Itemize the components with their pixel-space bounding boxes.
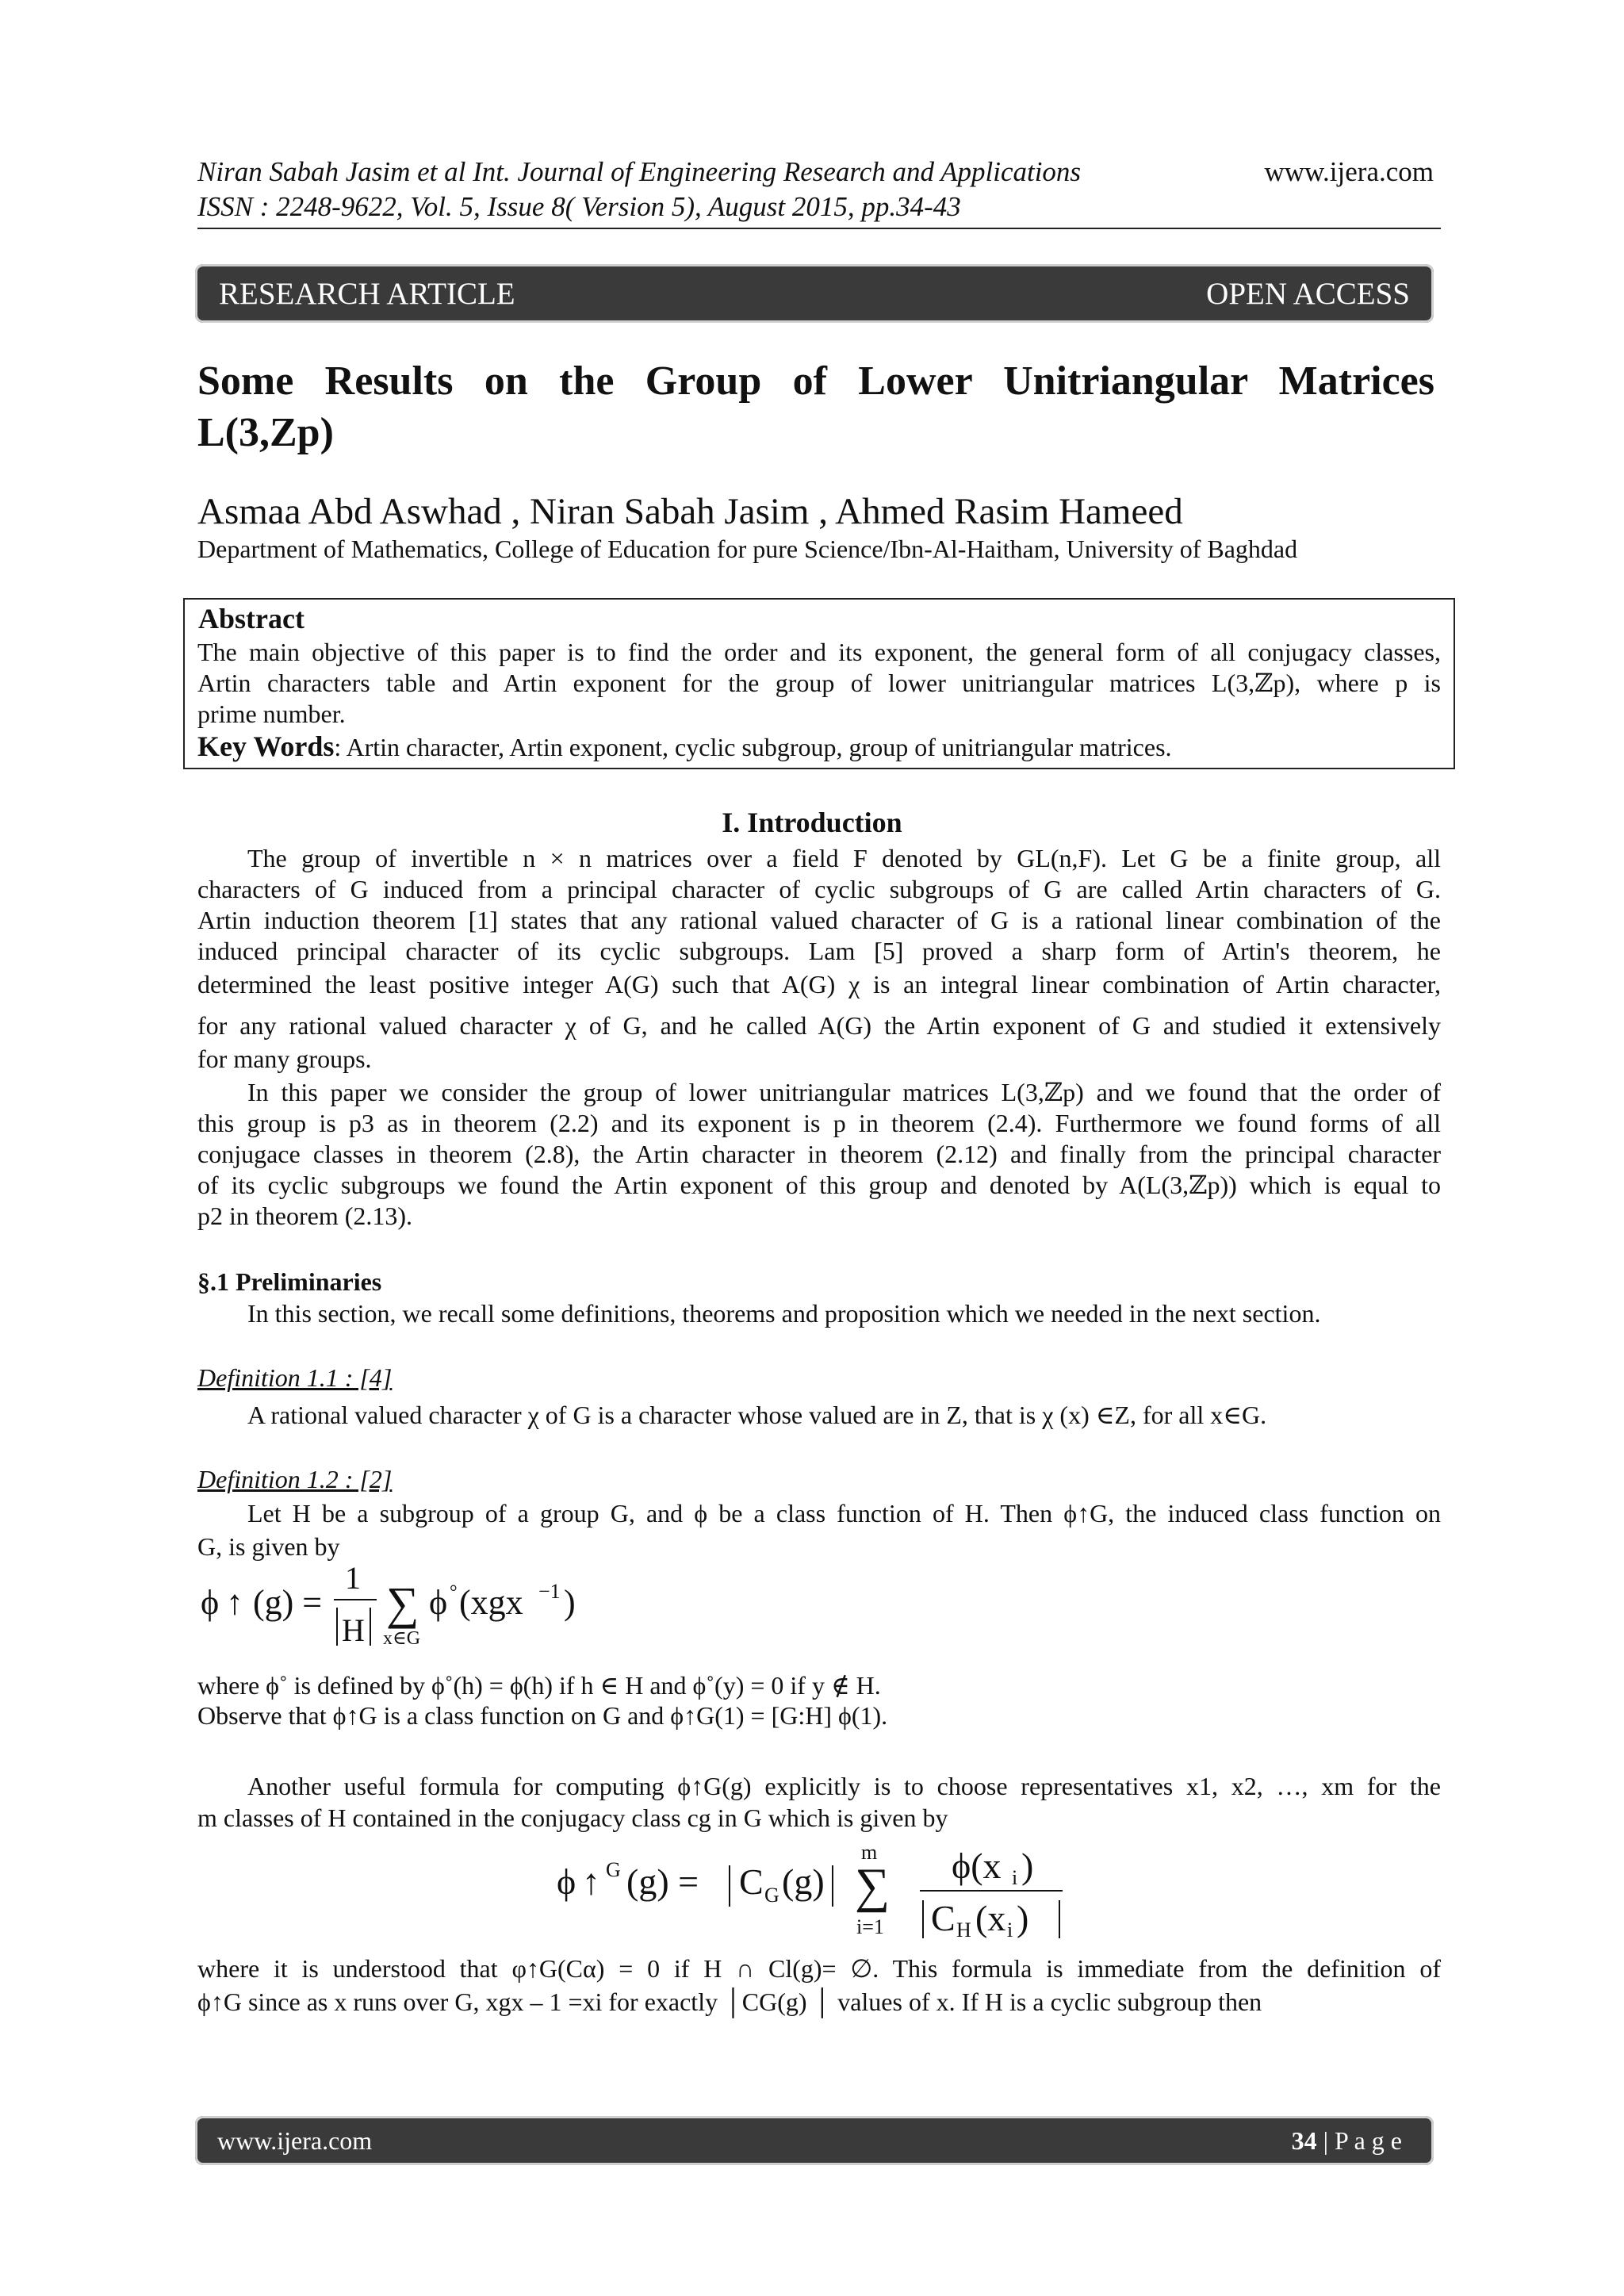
svg-text:↑: ↑ [226,1583,243,1622]
keywords-label: Key Words [197,730,335,762]
page-label: | P a g e [1316,2125,1402,2155]
svg-text:°: ° [450,1582,458,1603]
induced-character-formula [555,1837,1110,1944]
abstract-heading: Abstract [198,603,304,634]
definition-1-1-label: Definition 1.1 : [4] [197,1363,393,1392]
paper-title-line2: L(3,Zp) [197,410,334,455]
journal-url[interactable]: www.ijera.com [1264,156,1434,187]
svg-text:ϕ: ϕ [429,1583,448,1622]
definition-1-2-line-2: G, is given by [197,1532,340,1561]
formula2-after-line-2: ϕ↑G since as x runs over G, xgx – 1 =xi for exactly │CG(g) │ values of x. If H is a cyclic subgroup then [197,1987,1262,2016]
svg-text:i=1: i=1 [856,1915,884,1938]
svg-text:ϕ: ϕ [557,1861,576,1902]
intro-p2-line-5: p2 in theorem (2.13). [197,1202,413,1230]
intro-p2-line-3: conjugace classes in theorem (2.8), the Artin character in theorem (2.12) and finally from the principal character [197,1140,1441,1168]
svg-text:↑: ↑ [582,1861,600,1902]
preliminaries-heading: §.1 Preliminaries [197,1267,382,1296]
section-heading-introduction: I. Introduction [722,807,902,838]
abstract-line-2: Artin characters table and Artin exponent for the group of lower unitriangular matrices L(3,ℤp), where p is [197,669,1441,697]
definition-1-2-observe: Observe that ϕ↑G is a class function on G and ϕ↑G(1) = [G:H] ϕ(1). [197,1701,888,1730]
intro-p1-line-3: Artin induction theorem [1] states that any rational valued character of G is a rational linear combination of the [197,906,1441,934]
page-footer [195,2116,1434,2165]
svg-text:G: G [606,1858,621,1881]
page-number-group [1292,2126,1402,2156]
header-divider [197,228,1441,229]
definition-1-2-line-1: Let H be a subgroup of a group G, and ϕ be a class function of H. Then ϕ↑G, the induced class function on [247,1499,1441,1527]
svg-text:ϕ(x: ϕ(x [952,1846,1002,1886]
svg-text:(x: (x [975,1898,1006,1938]
definition-1-2-label: Definition 1.2 : [2] [197,1465,393,1493]
svg-text:(g) =: (g) = [626,1861,699,1902]
svg-text:): ) [1021,1846,1034,1886]
intro-p2-line-4: of its cyclic subgroups we found the Artin exponent of this group and denoted by A(L(3,ℤp)) which is equal to [197,1171,1441,1199]
abstract-line-3: prime number. [197,700,346,728]
svg-text:C: C [931,1898,956,1938]
svg-text:H: H [342,1612,365,1648]
article-type-banner [195,264,1434,323]
affiliation: Department of Mathematics, College of Education for pure Science/Ibn-Al-Haitham, University of Baghdad [197,535,1298,563]
svg-text:(xgx: (xgx [459,1583,523,1622]
svg-text:): ) [1017,1898,1029,1938]
intro-p1-line-5: determined the least positive integer A(G) such that A(G) χ is an integral linear combination of Artin character, [197,970,1441,999]
access-label: OPEN ACCESS [1206,276,1410,311]
intro-p2-line-1: In this paper we consider the group of lower unitriangular matrices L(3,ℤp) and we found that the order of [247,1078,1441,1106]
keywords [197,731,1441,763]
svg-text:G: G [764,1884,779,1907]
formula2-after-line-1: where it is understood that φ↑G(Cα) = 0 if H ∩ Cl(g)= ∅. This formula is immediate from the definition of [197,1954,1441,1983]
definition-1-1-text: A rational valued character χ of G is a character whose valued are in Z, that is χ (x) ∈Z, for all x∈G. [247,1401,1267,1429]
svg-text:ϕ: ϕ [201,1583,220,1622]
svg-text:i: i [1007,1918,1013,1941]
paper-title: Some Results on the Group of Lower Unitriangular Matrices [197,358,1434,404]
svg-text:(g) =: (g) = [253,1583,323,1622]
preliminaries-text: In this section, we recall some definitions, theorems and proposition which we needed in the next section. [247,1299,1321,1328]
formula2-intro-line-2: m classes of H contained in the conjugacy class cg in G which is given by [197,1803,948,1832]
definition-1-2-where: where ϕ˚ is defined by ϕ˚(h) = ϕ(h) if h ∈ H and ϕ˚(y) = 0 if y ∉ H. [197,1671,881,1700]
svg-text:C: C [739,1861,764,1902]
svg-text:i: i [1012,1866,1018,1889]
intro-p1-line-2: characters of G induced from a principal character of cyclic subgroups of G are called Artin characters of G. [197,875,1441,903]
svg-text:H: H [956,1918,971,1941]
intro-p1-line-4: induced principal character of its cyclic subgroups. Lam [5] proved a sharp form of Artin's theorem, he [197,937,1441,965]
formula2-intro-line-1: Another useful formula for computing ϕ↑G(g) explicitly is to choose representatives x1, x2, …, xm for the [247,1772,1441,1800]
svg-text:∑: ∑ [386,1577,419,1629]
journal-header [197,155,1081,224]
article-type-label: RESEARCH ARTICLE [219,276,515,311]
journal-header-line1: Niran Sabah Jasim et al Int. Journal of Engineering Research and Applications [197,156,1082,187]
journal-header-line2: ISSN : 2248-9622, Vol. 5, Issue 8( Version 5), August 2015, pp.34-43 [197,191,961,222]
svg-text:−1: −1 [538,1580,561,1603]
keywords-text: : Artin character, Artin exponent, cyclic subgroup, group of unitriangular matrices. [334,733,1172,761]
svg-text:x∈G: x∈G [383,1628,421,1649]
page-number: 34 [1291,2125,1317,2155]
intro-p1-line-6: for any rational valued character χ of G, and he called A(G) the Artin exponent of G and studied it extensively [197,1011,1441,1040]
svg-text:m: m [861,1841,878,1864]
authors: Asmaa Abd Aswhad , Niran Sabah Jasim , Ahmed Rasim Hameed [197,491,1183,532]
intro-p1-line-7: for many groups. [197,1045,372,1073]
footer-url[interactable]: www.ijera.com [217,2125,373,2155]
induced-class-function-formula [197,1566,610,1662]
svg-text:): ) [564,1583,576,1622]
svg-text:(g): (g) [782,1861,825,1902]
svg-text:1: 1 [345,1566,361,1596]
intro-p1-line-1: The group of invertible n × n matrices over a field F denoted by GL(n,F). Let G be a finite group, all [247,844,1441,872]
abstract-line-1: The main objective of this paper is to find the order and its exponent, the general form of all conjugacy classes, [197,638,1441,666]
intro-p2-line-2: this group is p3 as in theorem (2.2) and its exponent is p in theorem (2.4). Furthermore we found forms of all [197,1109,1441,1137]
svg-text:∑: ∑ [855,1859,891,1913]
